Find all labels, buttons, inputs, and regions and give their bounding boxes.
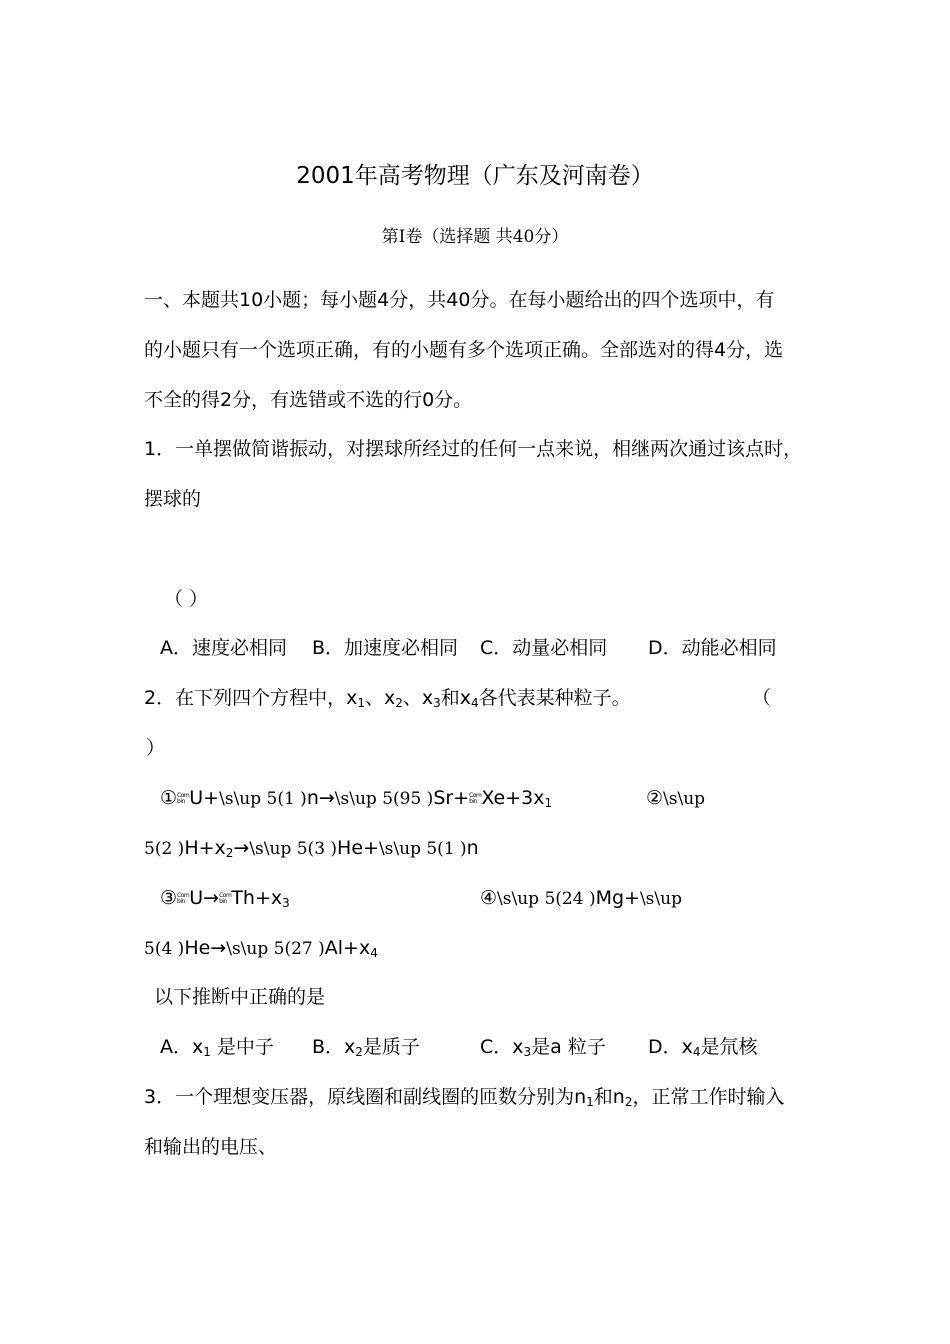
question-2-option-a: A．$x_1$ 是中子 — [160, 1036, 274, 1059]
instructions-line-3: 不全的得2分，有选错或不选的行0分。 — [144, 389, 473, 411]
question-2-equation-4-start: ④\s\up 5(24 )Mg+\s\up — [480, 887, 682, 909]
question-3-line-2: 和输出的电压、 — [144, 1136, 278, 1158]
question-3-line-1: 3．一个理想变压器，原线圈和副线圈的匝数分别为$n_1$和$n_2$，正常工作时输入 — [144, 1086, 785, 1109]
question-2-equation-4-end: 5(4 )He→\s\up 5(27 )$Al+x_4$ — [144, 937, 378, 960]
question-2-equation-2-end: 5(2 )$H+x_2\to\backslash s\backslash up$ 5(3 )He+\s\up 5(1 )n — [144, 837, 479, 860]
question-1-answer-blank: （ ） — [164, 588, 209, 610]
page-title: 2001年高考物理（广东及河南卷） — [296, 163, 654, 189]
question-2-option-b: B．$x_2$是质子 — [312, 1036, 420, 1059]
question-1-option-a: A．速度必相同 — [160, 637, 287, 659]
question-1-option-b: B．加速度必相同 — [312, 637, 459, 659]
question-1-option-d: D．动能必相同 — [648, 637, 777, 659]
question-1-line-2: 摆球的 — [144, 488, 202, 510]
question-2-paren-close: ） — [146, 737, 166, 759]
instructions-line-1: 一、本题共10小题；每小题4分，共40分。在每小题给出的四个选项中，有 — [144, 289, 775, 311]
question-1-option-c: C．动量必相同 — [480, 637, 608, 659]
question-2-equation-3: ③Com bin U→Com bin $Th+x_3$ — [160, 887, 290, 910]
question-2-equation-1: ①Com bin U+\s\up 5(1 )n→\s\up 5(95 )Sr+Com bin $Xe+3x_1$ — [160, 787, 553, 810]
instructions-line-2: 的小题只有一个选项正确，有的小题有多个选项正确。全部选对的得4分，选 — [144, 339, 784, 361]
question-2-option-c: C．$x_3$是a 粒子 — [480, 1036, 606, 1059]
question-2-prompt: 以下推断中正确的是 — [154, 986, 326, 1008]
question-2-paren-open: （ — [752, 687, 772, 709]
question-2-option-d: D．$x_4$是氘核 — [648, 1036, 758, 1059]
question-2-equation-2-start: ②\s\up — [646, 787, 706, 809]
question-2-line-1: 2．在下列四个方程中，$x_1$、$x_2$、$x_3$和$x_4$各代表某种粒子。 — [144, 687, 631, 710]
page-subtitle: 第Ⅰ卷（选择题 共40分） — [381, 227, 569, 247]
question-1-line-1: 1．一单摆做简谐振动，对摆球所经过的任何一点来说，相继两次通过该点时， — [144, 438, 803, 460]
